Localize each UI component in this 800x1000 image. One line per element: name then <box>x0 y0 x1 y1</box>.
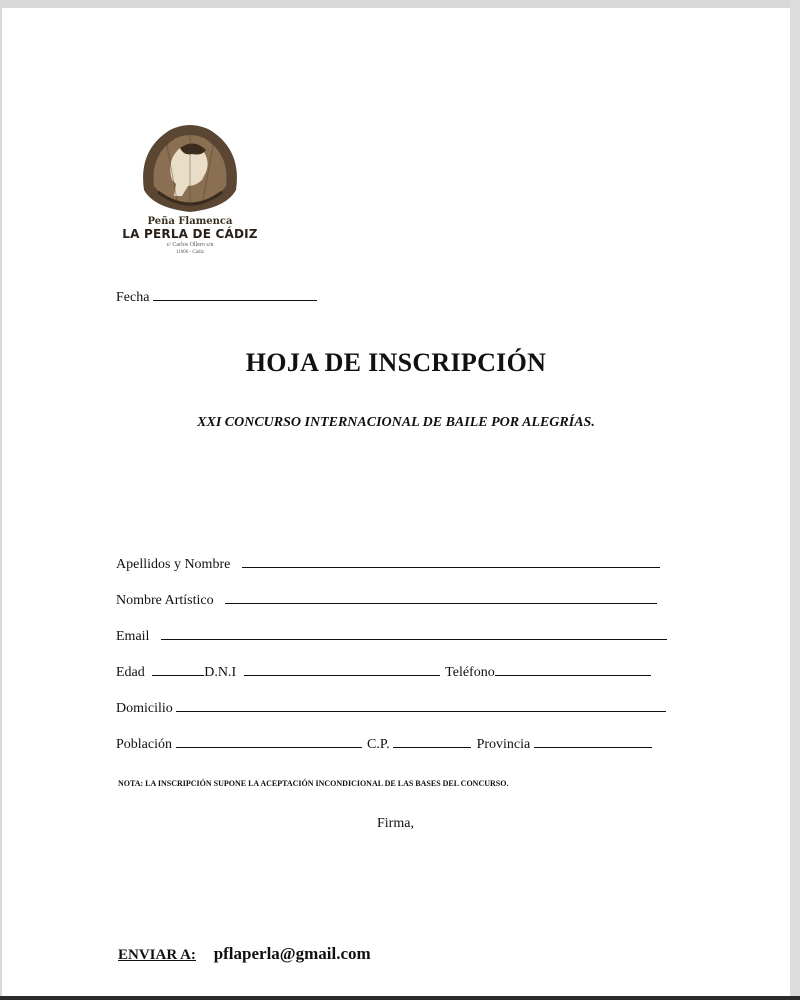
cp-line[interactable] <box>393 735 471 748</box>
fecha-field <box>116 288 317 306</box>
email-row <box>116 627 667 645</box>
telefono-line[interactable] <box>495 663 651 676</box>
page-title: HOJA DE INSCRIPCIÓN <box>245 348 547 377</box>
fecha-label: Fecha <box>116 290 150 305</box>
email-label: Email <box>116 629 150 644</box>
artistico-label: Nombre Artístico <box>116 593 214 608</box>
contest-subtitle: XXI CONCURSO INTERNACIONAL DE BAILE POR ALEGRÍAS. <box>197 415 595 430</box>
edad-row <box>116 663 651 681</box>
logo-line-2: LA PERLA DE CÁDIZ <box>122 227 258 241</box>
cp-label: C.P. <box>367 737 390 752</box>
poblacion-row <box>116 735 652 753</box>
poblacion-label: Población <box>116 737 172 752</box>
apellidos-label: Apellidos y Nombre <box>116 557 231 572</box>
telefono-label: Teléfono <box>445 665 495 680</box>
window-edge <box>790 0 800 1000</box>
provincia-label: Provincia <box>476 737 531 752</box>
domicilio-line[interactable] <box>176 699 666 712</box>
apellidos-row <box>116 555 660 573</box>
dni-line[interactable] <box>244 663 440 676</box>
enviar-section <box>118 944 371 964</box>
shell-portrait-icon <box>136 120 244 216</box>
firma-label: Firma, <box>377 816 414 831</box>
logo-postal: 11006 - Cádiz <box>175 250 205 255</box>
poblacion-line[interactable] <box>176 735 362 748</box>
apellidos-line[interactable] <box>242 555 660 568</box>
dni-label: D.N.I <box>204 665 237 680</box>
domicilio-row <box>116 699 666 717</box>
club-logo <box>120 120 260 260</box>
nota-disclaimer: NOTA: LA INSCRIPCIÓN SUPONE LA ACEPTACIÓN INCONDICIONAL DE LAS BASES DEL CONCURSO. <box>118 779 509 788</box>
artistico-line[interactable] <box>225 591 657 604</box>
document-page <box>2 8 790 996</box>
fecha-line[interactable] <box>153 288 317 301</box>
email-line[interactable] <box>161 627 667 640</box>
provincia-line[interactable] <box>534 735 652 748</box>
logo-line-1: Peña Flamenca <box>147 216 233 227</box>
enviar-label: ENVIAR A: <box>118 947 196 963</box>
logo-address: c/ Carlos Ollero s/n <box>166 242 214 248</box>
enviar-email[interactable]: pflaperla@gmail.com <box>213 944 371 963</box>
artistico-row <box>116 591 657 609</box>
edad-label: Edad <box>116 665 145 680</box>
taskbar-edge <box>0 996 800 1000</box>
edad-line[interactable] <box>152 663 204 676</box>
domicilio-label: Domicilio <box>116 701 173 716</box>
